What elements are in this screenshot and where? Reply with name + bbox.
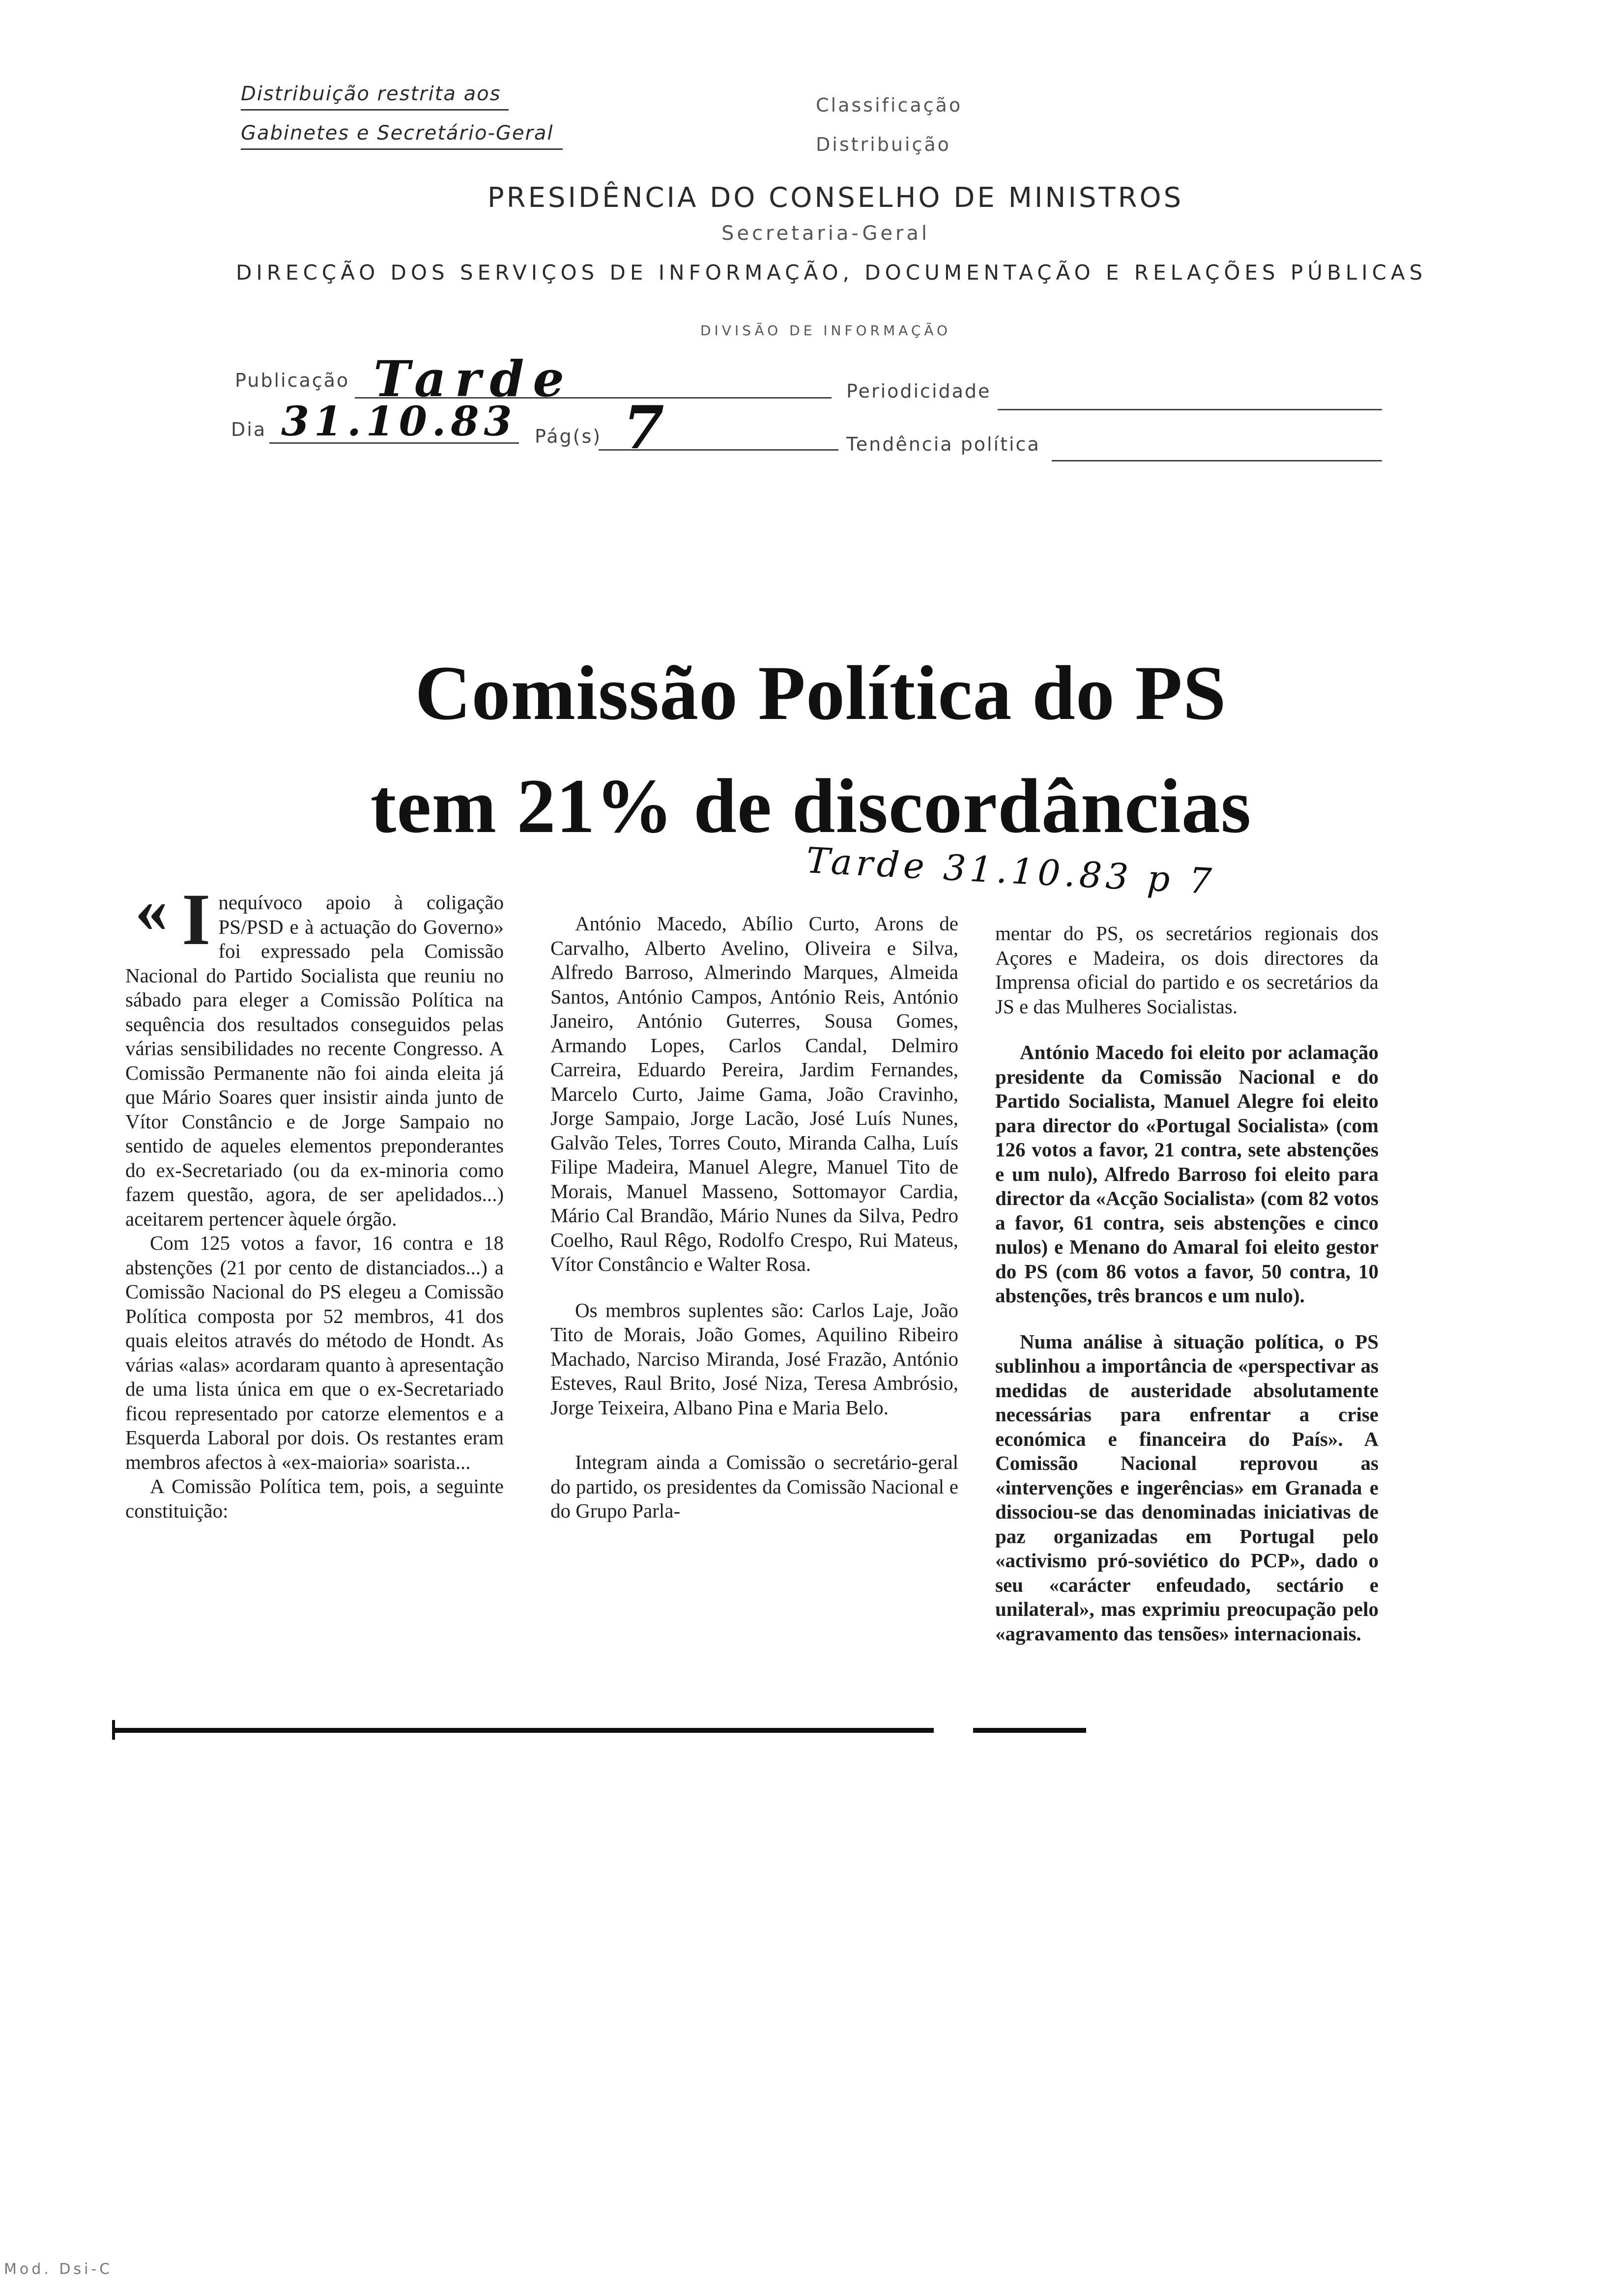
underline-2 xyxy=(241,148,563,150)
restricted-distribution-line1: Distribuição restrita aos xyxy=(241,83,501,105)
tendency-label: Tendência política xyxy=(846,433,1040,455)
distribution-label: Distribuição xyxy=(816,134,951,155)
paragraph-elections: António Macedo foi eleito por aclamação presidente da Comissão Nacional e do Partido Socialista, Manuel Alegre foi eleito para director do «Portugal Socialista» (com 126 votos a favor, 21 contra, sete abstenções e um nulo), Alfredo Barroso foi eleito para director da «Acção Socialista» (com 82 votos a favor, 61 contra, seis abstenções e cinco nulos) e Menano do Amaral foi eleito gestor do PS (com 86 votos a favor, 50 contra, 10 abstenções, três brancos e um nulo). xyxy=(995,1041,1379,1307)
pages-label: Pág(s) xyxy=(535,426,602,447)
opening-quote-mark: « xyxy=(135,873,168,946)
headline-line1: Comissão Política do PS xyxy=(415,650,1227,736)
paragraph-1: Inequívoco apoio à coligação PS/PSD e à actuação do Governo» foi expressado pela Comissão Nacional do Partido Socialista que reuniu no sábado para eleger a Comissão Política na sequência dos resultados conseguidos pelas várias sensibilidades no recente Congresso. A Comissão Permanente não foi ainda eleita já que Mário Soares quer insistir ainda junto de Vítor Constâncio e de Jorge Sampaio no sentido de aqueles elementos preponderantes do ex-Secretariado (ou da ex-minoria como fazem questão, agora, de ser apelidados...) aceitarem pertencer àquele órgão. xyxy=(125,879,504,1230)
article-column-2 xyxy=(550,912,958,1523)
periodicity-line xyxy=(998,409,1382,410)
drop-cap: I xyxy=(182,879,211,960)
tendency-line xyxy=(1052,460,1382,461)
bottom-rule-right xyxy=(973,1728,1086,1733)
secretariat-subtitle: Secretaria-Geral xyxy=(721,222,930,245)
paragraph-integram: Integram ainda a Comissão o secretário-geral do partido, os presidentes da Comissão Nacional e do Grupo Parla- xyxy=(550,1451,958,1522)
headline-line2: tem 21% de discordâncias xyxy=(370,763,1252,849)
periodicity-label: Periodicidade xyxy=(846,380,991,402)
bottom-rule-left xyxy=(112,1728,934,1733)
handwritten-annotation: Tarde 31.10.83 p 7 xyxy=(805,839,1217,902)
division-title: DIVISÃO DE INFORMAÇÃO xyxy=(700,322,951,339)
paragraph-political-analysis: Numa análise à situação política, o PS sublinhou a importância de «perspectivar as medidas de austeridade absolutamente necessárias para enfrentar a crise económica e financeira do País». A Comissão Nacional reprovou as «intervenções e ingerências» em Granada e dissociou-se das denominadas iniciativas de paz organizadas em Portugal pelo «activismo pró-soviético do PCP», dado o seu «carácter enfeudado, sectário e unilateral», mas exprimiu preocupação pelo «agravamento das tensões» internacionais. xyxy=(995,1330,1379,1645)
underline-1 xyxy=(241,109,509,111)
pages-handwritten-value: 7 xyxy=(623,393,664,462)
form-code: Mod. Dsi-C xyxy=(4,2261,113,2278)
paragraph-constitution: A Comissão Política tem, pois, a seguinte constituição: xyxy=(125,1475,504,1522)
paragraph-continuation: mentar do PS, os secretários regionais dos Açores e Madeira, os dois directores da Imprensa oficial do partido e os secretários da JS e das Mulheres Socialistas. xyxy=(995,922,1379,1018)
publication-label: Publicação xyxy=(235,370,350,391)
restricted-distribution-line2: Gabinetes e Secretário-Geral xyxy=(241,122,554,144)
day-label: Dia xyxy=(231,419,267,440)
directorate-title: DIRECÇÃO DOS SERVIÇOS DE INFORMAÇÃO, DOCUMENTAÇÃO E RELAÇÕES PÚBLICAS xyxy=(236,260,1427,285)
paragraph-votes: Com 125 votos a favor, 16 contra e 18 abstenções (21 por cento de distanciados...) a Comissão Nacional do PS elegeu a Comissão Política composta por 52 membros, 41 dos quais eleitos através do método de Hondt. As várias «alas» acordaram quanto à apresentação de uma lista única em que o ex-Secretariado ficou representado por catorze elementos e a Esquerda Laboral por dois. Os restantes eram membros afectos à «ex-maioria» soarista... xyxy=(125,1232,504,1473)
article-column-3 xyxy=(995,921,1379,1646)
article-column-1 xyxy=(125,879,504,1523)
publication-handwritten-value: Tarde xyxy=(374,350,573,408)
classification-label: Classificação xyxy=(816,94,963,116)
paragraph-substitutes: Os membros suplentes são: Carlos Laje, João Tito de Morais, João Gomes, Aquilino Ribeiro Machado, Narciso Miranda, José Frazão, António Esteves, Raul Brito, José Niza, Teresa Ambrósio, Jorge Teixeira, Albano Pina e Maria Belo. xyxy=(550,1298,958,1419)
paragraph-members: António Macedo, Abílio Curto, Arons de Carvalho, Alberto Avelino, Oliveira e Silva, Alfredo Barroso, Almerindo Marques, Almeida Santos, António Campos, António Reis, António Janeiro, António Guterres, Sousa Gomes, Armando Lopes, Carlos Candal, Delmiro Carreira, Eduardo Pereira, Jardim Fernandes, Marcelo Curto, Jaime Gama, João Cravinho, Jorge Sampaio, Jorge Lacão, José Luís Nunes, Galvão Teles, Torres Couto, Miranda Calha, Luís Filipe Madeira, Manuel Alegre, Manuel Tito de Morais, Manuel Masseno, Sottomayor Cardia, Mário Cal Brandão, Mário Nunes da Silva, Pedro Coelho, Raul Rêgo, Rodolfo Crespo, Rui Mateus, Vítor Constâncio e Walter Rosa. xyxy=(550,912,958,1275)
ministry-title: PRESIDÊNCIA DO CONSELHO DE MINISTROS xyxy=(487,182,1184,214)
day-handwritten-value: 31.10.83 xyxy=(281,398,517,445)
